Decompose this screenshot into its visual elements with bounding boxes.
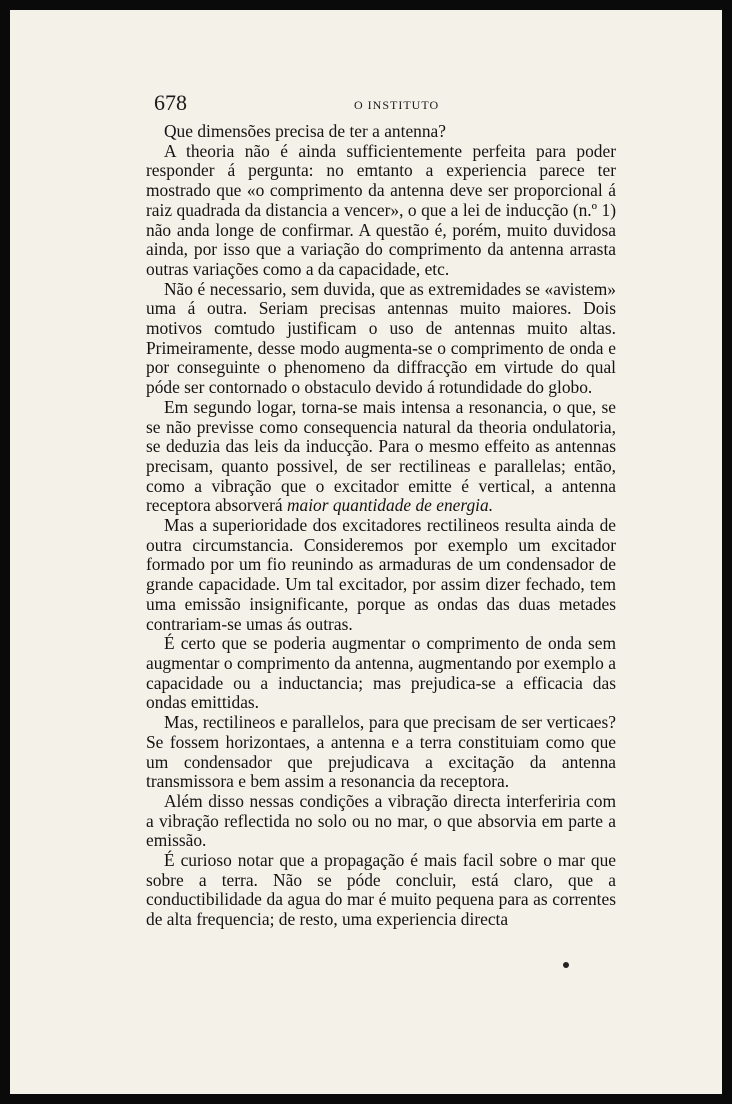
paragraph-4-emphasis: maior quantidade de energia.	[286, 495, 494, 516]
paragraph-3: Não é necessario, sem duvida, que as extremidades se «avistem» uma á outra. Seriam precisas antennas muito maiores. Dois motivos comtudo justificam o uso de antennas muito altas. Primeiramente, desse modo augmenta-se o comprimento de onda e por conseguinte o phenomeno da diffracção em virtude do qual póde ser contornado o obstaculo devido á rotundidade do globo.	[146, 278, 616, 398]
paragraph-2: A theoria não é ainda sufficientemente perfeita para poder responder á pergunta: no emtanto a experiencia parece ter mostrado que «o comprimento da antenna deve ser proporcional á raiz quadrada da distancia a vencer», o que a lei de inducção (n.º 1) não anda longe de confirmar. A questão é, porém, muito duvidosa ainda, por isso que a variação do comprimento da antenna arrasta outras variações como a da capacidade, etc.	[146, 140, 616, 279]
paragraph-5: Mas a superioridade dos excitadores rectilineos resulta ainda de outra circumstancia. Consideremos por exemplo um excitador formado por um fio reunindo as armaduras de um condensador de grande capacidade. Um tal excitador, por assim dizer fechado, tem uma emissão insignificante, porque as ondas das duas metades contrariam-se umas ás outras.	[146, 515, 616, 634]
page-header	[154, 90, 634, 116]
page-number: 678	[154, 90, 187, 115]
paragraph-4	[146, 398, 616, 516]
paragraph-7: Mas, rectilineos e parallelos, para que precisam de ser verticaes? Se fossem horizontaes, a antenna e a terra constituiam como que um condensador que prejudicava a excitação da antenna transmissora e bem assim a resonancia da receptora.	[146, 712, 616, 792]
paragraph-1: Que dimensões precisa de ter a antenna?	[164, 121, 446, 141]
ink-spot	[563, 962, 569, 968]
paragraph-4-text: Em segundo logar, torna-se mais intensa a resonancia, o que, se se não previsse como consequencia natural da theoria ondulatoria, se deduzia das leis da inducção. Para o mesmo effeito as antennas precisam, quanto possivel, de ser rectilineas e parallelas; então, como a vibração que o excitador emitte é vertical, a antenna receptora absorverá	[146, 396, 616, 516]
running-head: O INSTITUTO	[354, 98, 440, 112]
paragraph-8: Além disso nessas condições a vibração directa interferiria com a vibração reflectida no solo ou no mar, o que absorvia em parte a emissão.	[146, 790, 616, 851]
body-text	[146, 122, 616, 930]
paragraph-9: É curioso notar que a propagação é mais facil sobre o mar que sobre a terra. Não se póde concluir, está claro, que a conductibilidade da agua do mar é muito pequena para as correntes de alta frequencia; de resto, uma experiencia directa	[146, 850, 616, 930]
paragraph-6: É certo que se poderia augmentar o comprimento de onda sem augmentar o comprimento da antenna, augmentando por exemplo a capacidade ou a inductancia; mas prejudica-se a efficacia das ondas emittidas.	[146, 633, 616, 713]
